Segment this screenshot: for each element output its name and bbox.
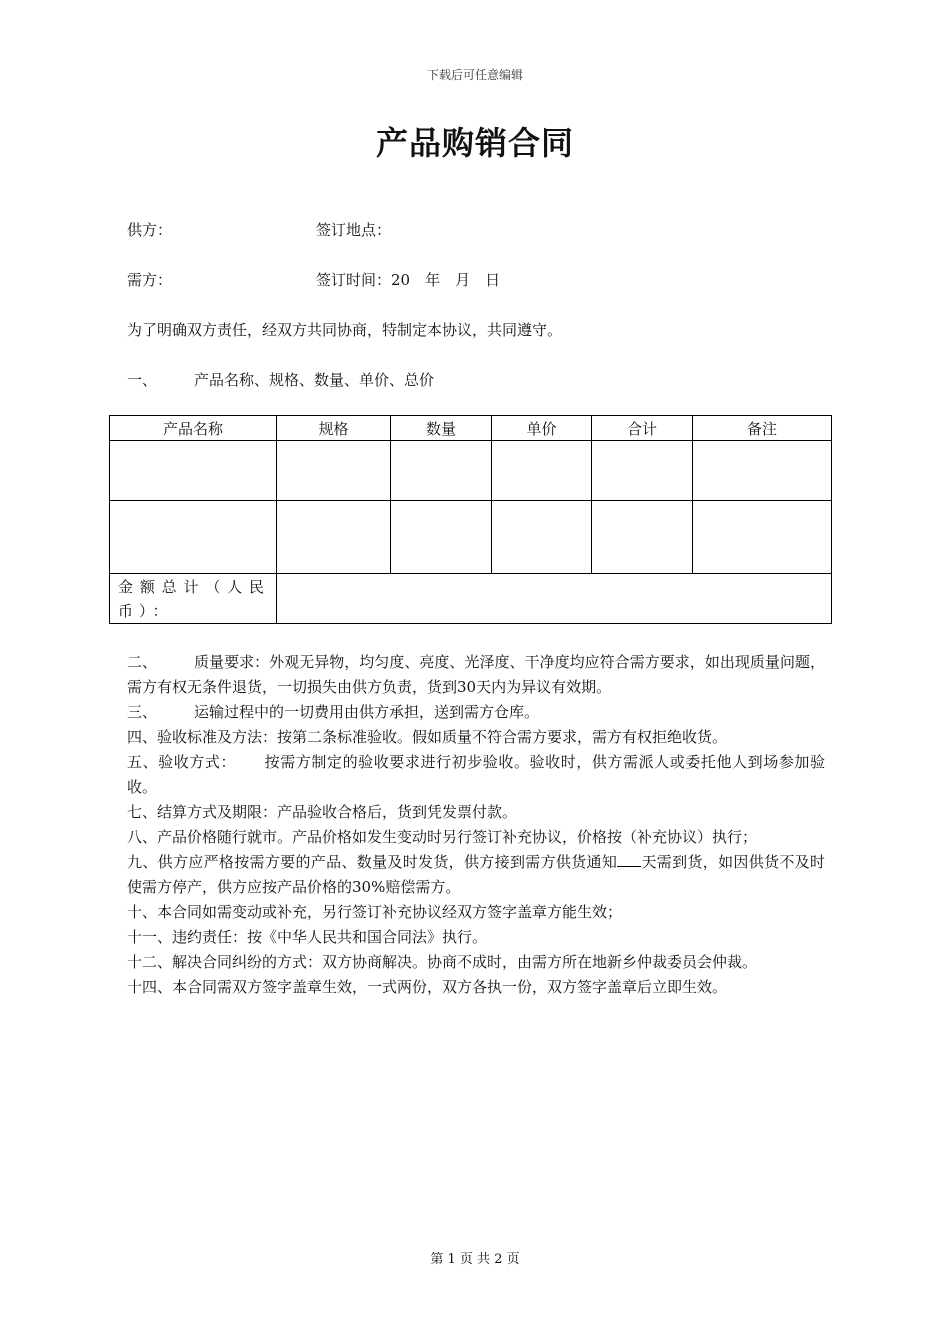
- table-cell[interactable]: [391, 501, 492, 574]
- clause-2-text: 质量要求：外观无异物，均匀度、亮度、光泽度、干净度均应符合需方要求，如出现质量问题，需方有权无条件退货，一切损失由供方负责，货到30天内为异议有效期。: [127, 653, 825, 696]
- table-row: [110, 501, 832, 574]
- header-unit-price: 单价: [492, 416, 592, 441]
- clause-3: [127, 700, 825, 725]
- header-remarks: 备注: [693, 416, 832, 441]
- table-header-row: [110, 416, 832, 441]
- table-cell[interactable]: [693, 441, 832, 501]
- signing-date-label: 签订时间：20 年 月 日: [316, 271, 501, 289]
- clause-10: 十、本合同如需变动或补充，另行签订补充协议经双方签字盖章方能生效；: [127, 903, 623, 921]
- table-cell[interactable]: [693, 501, 832, 574]
- table-total-row: [110, 574, 832, 624]
- section-1-number: 一、: [127, 371, 158, 389]
- table-cell[interactable]: [592, 441, 693, 501]
- table-cell[interactable]: [492, 441, 592, 501]
- contract-title: 产品购销合同: [375, 124, 574, 162]
- clause-9-text-a: 九、供方应严格按需方要的产品、数量及时发货，供方接到需方供货通知: [127, 853, 618, 871]
- product-table: [109, 415, 832, 624]
- supplier-label: 供方：: [127, 221, 173, 239]
- clause-4: 四、验收标准及方法：按第二条标准验收。假如质量不符合需方要求，需方有权拒绝收货。: [127, 728, 728, 746]
- intro-paragraph: 为了明确双方责任，经双方共同协商，特制定本协议，共同遵守。: [127, 321, 563, 339]
- section-1-text: 产品名称、规格、数量、单价、总价: [194, 371, 435, 389]
- table-cell[interactable]: [110, 441, 277, 501]
- clause-5: [127, 750, 825, 800]
- total-amount-label: 金额总计（人民币）：: [110, 574, 277, 624]
- table-row: [110, 441, 832, 501]
- clause-3-number: 三、: [127, 703, 158, 721]
- clause-3-text: 运输过程中的一切费用由供方承担，送到需方仓库。: [194, 703, 540, 721]
- buyer-label: 需方：: [127, 271, 173, 289]
- table-cell[interactable]: [592, 501, 693, 574]
- clause-8: 八、产品价格随行就市。产品价格如发生变动时另行签订补充协议，价格按（补充协议）执行；: [127, 828, 758, 846]
- clause-12: 十二、解决合同纠纷的方式：双方协商解决。协商不成时，由需方所在地新乡仲裁委员会仲裁。: [127, 953, 758, 971]
- clause-7: 七、结算方式及期限：产品验收合格后，货到凭发票付款。: [127, 803, 518, 821]
- table-cell[interactable]: [110, 501, 277, 574]
- contract-clauses: [127, 650, 825, 1000]
- table-cell[interactable]: [391, 441, 492, 501]
- header-total: 合计: [592, 416, 693, 441]
- clause-9-text-b: 天需到货，如因供货不及时使需方停产，供方应按产品价格的30%赔偿需方。: [127, 853, 825, 896]
- table-cell[interactable]: [492, 501, 592, 574]
- table-cell[interactable]: [277, 501, 391, 574]
- days-blank[interactable]: [617, 852, 641, 867]
- clause-5-heading: 五、验收方式：: [127, 753, 237, 771]
- page-footer: 第 1 页 共 2 页: [430, 1252, 520, 1267]
- header-quantity: 数量: [391, 416, 492, 441]
- table-cell[interactable]: [277, 441, 391, 501]
- clause-11: 十一、违约责任：按《中华人民共和国合同法》执行。: [127, 928, 488, 946]
- total-amount-cell[interactable]: [277, 574, 832, 624]
- header-note: 下载后可任意编辑: [426, 68, 523, 82]
- clause-2-number: 二、: [127, 653, 158, 671]
- header-product-name: 产品名称: [110, 416, 277, 441]
- clause-5-text: 按需方制定的验收要求进行初步验收。验收时，供方需派人或委托他人到场参加验收。: [127, 753, 825, 796]
- header-spec: 规格: [277, 416, 391, 441]
- signing-place-label: 签订地点：: [316, 221, 392, 239]
- section-1-heading: [127, 369, 434, 390]
- clause-2: [127, 650, 825, 700]
- clause-14: 十四、本合同需双方签字盖章生效，一式两份，双方各执一份，双方签字盖章后立即生效。: [127, 978, 728, 996]
- clause-9: [127, 850, 825, 900]
